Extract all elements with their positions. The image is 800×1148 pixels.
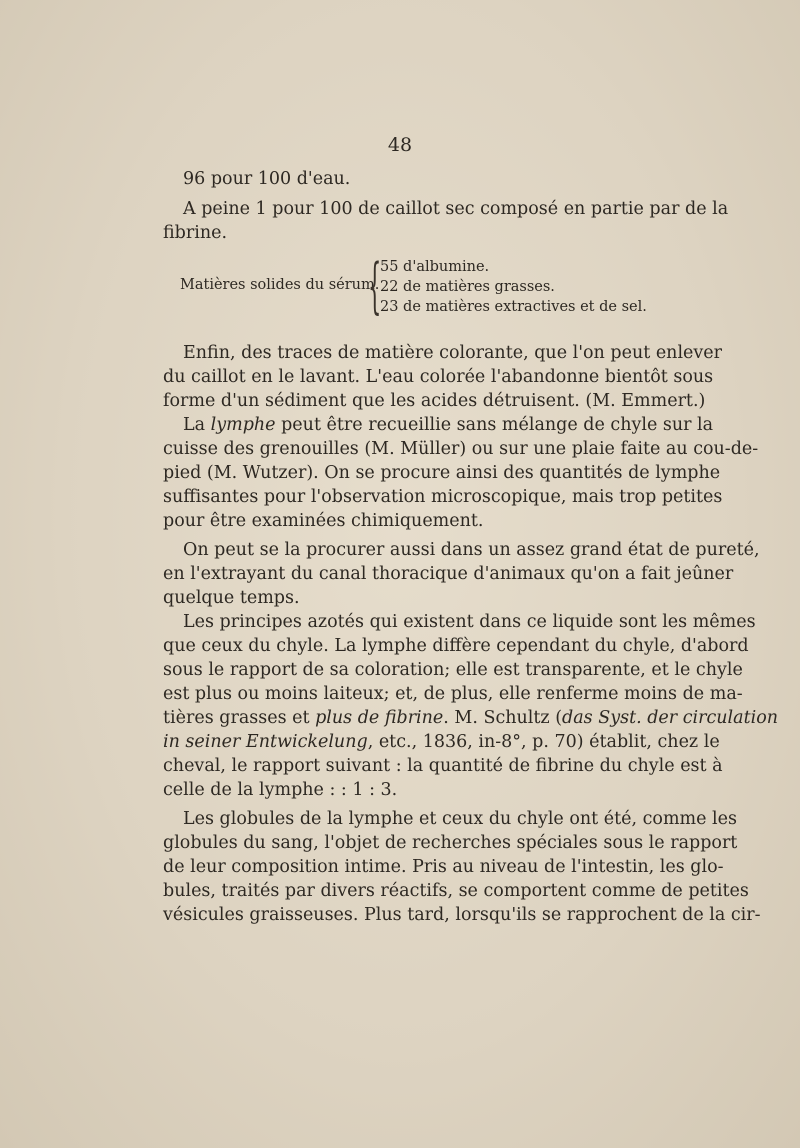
text-line: pour être examinées chimiquement. — [163, 511, 484, 531]
table-entry: 23 de matières extractives et de sel. — [380, 299, 647, 315]
text-line: quelque temps. — [163, 588, 300, 608]
text-line: celle de la lymphe : : 1 : 3. — [163, 780, 398, 800]
text-line: est plus ou moins laiteux; et, de plus, elle renferme moins de ma- — [163, 684, 743, 704]
text-line: Les globules de la lymphe et ceux du chyle ont été, comme les — [183, 809, 737, 829]
text-line: que ceux du chyle. La lymphe diffère cependant du chyle, d'abord — [163, 636, 749, 656]
text-line: 96 pour 100 d'eau. — [183, 169, 351, 189]
text-line: Les principes azotés qui existent dans ce liquide sont les mêmes — [183, 612, 756, 632]
text-line: A peine 1 pour 100 de caillot sec composé en partie par de la — [183, 199, 729, 219]
text-line: forme d'un sédiment que les acides détruisent. (M. Emmert.) — [163, 391, 706, 411]
text-line: Enfin, des traces de matière colorante, que l'on peut enlever — [183, 343, 723, 363]
brace-icon: { — [368, 251, 382, 321]
text-line: pied (M. Wutzer). On se procure ainsi des quantités de lymphe — [163, 463, 721, 483]
table-entry: 22 de matières grasses. — [380, 279, 555, 295]
text-line: La lymphe peut être recueillie sans mélange de chyle sur la — [183, 415, 714, 435]
text-line: in seiner Entwickelung, etc., 1836, in-8°, p. 70) établit, chez le — [163, 732, 720, 752]
text-line: vésicules graisseuses. Plus tard, lorsqu'ils se rapprochent de la cir- — [163, 905, 761, 925]
text-line: tières grasses et plus de fibrine. M. Schultz (das Syst. der circulation — [163, 708, 779, 728]
text-line: cuisse des grenouilles (M. Müller) ou sur une plaie faite au cou-de- — [163, 439, 759, 459]
text-line: On peut se la procurer aussi dans un assez grand état de pureté, — [183, 540, 760, 560]
text-line: suffisantes pour l'observation microscopique, mais trop petites — [163, 487, 723, 507]
text-line: sous le rapport de sa coloration; elle est transparente, et le chyle — [163, 660, 743, 680]
text-line: de leur composition intime. Pris au niveau de l'intestin, les glo- — [163, 857, 724, 877]
text-line: globules du sang, l'objet de recherches spéciales sous le rapport — [163, 833, 738, 853]
text-line: fibrine. — [163, 223, 228, 243]
text-line: du caillot en le lavant. L'eau colorée l'abandonne bientôt sous — [163, 367, 714, 387]
page-number: 48 — [387, 134, 413, 156]
text-line: en l'extrayant du canal thoracique d'animaux qu'on a fait jeûner — [163, 564, 734, 584]
text-line: cheval, le rapport suivant : la quantité de fibrine du chyle est à — [163, 756, 723, 776]
table-entry: 55 d'albumine. — [380, 259, 490, 275]
text-line: bules, traités par divers réactifs, se comportent comme de petites — [163, 881, 749, 901]
table-label: Matières solides du sérum. — [180, 277, 380, 293]
